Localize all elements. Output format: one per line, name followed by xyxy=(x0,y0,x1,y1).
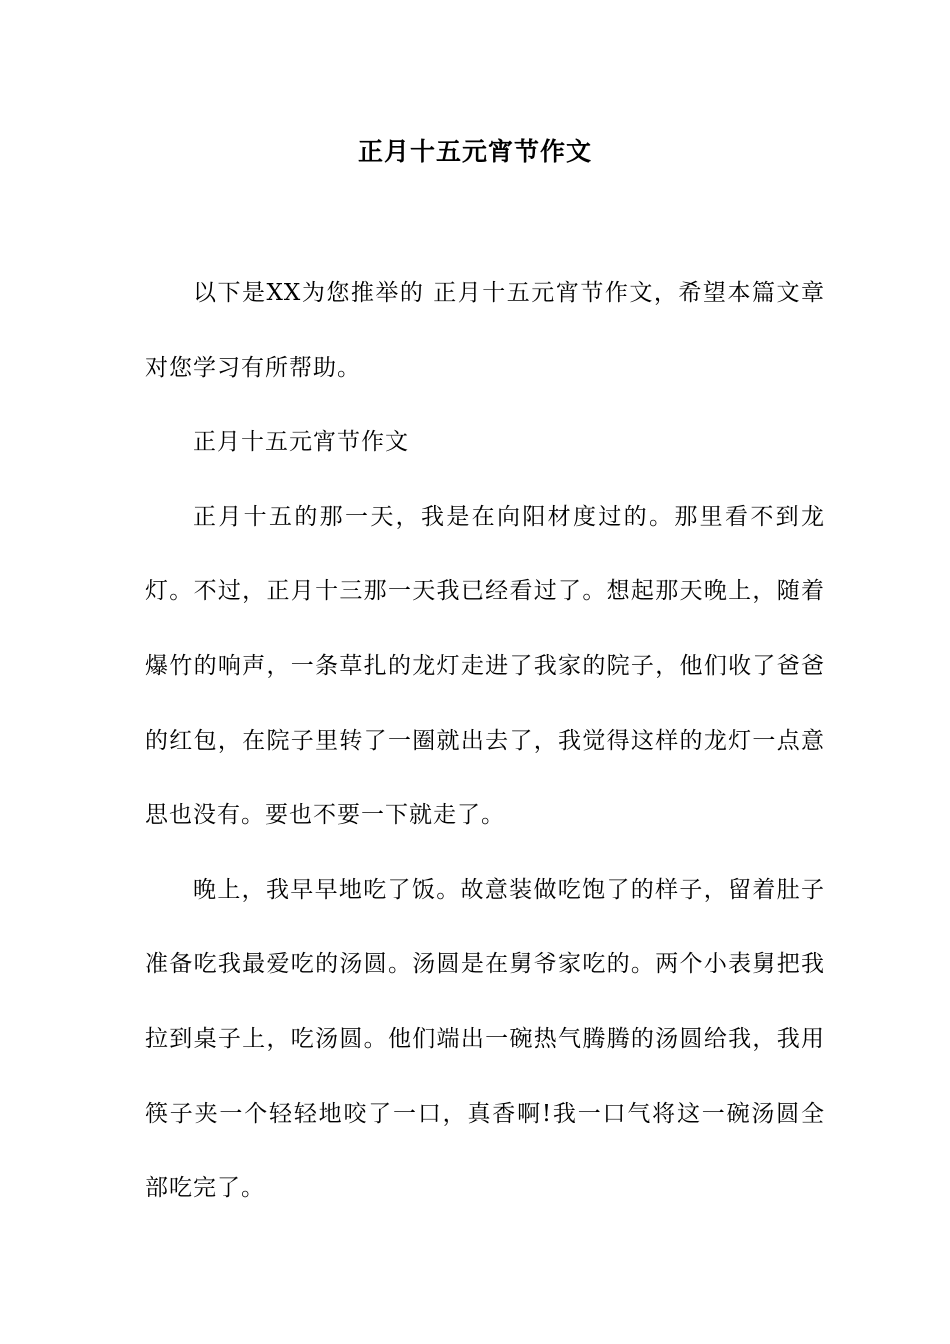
section-heading: 正月十五元宵节作文 xyxy=(193,429,409,456)
body-paragraph: 晚上，我早早地吃了饭。故意装做吃饱了的样子，留着肚子准备吃我最爱吃的汤圆。汤圆是在舅爷家吃的。两个小表舅把我拉到桌子上，吃汤圆。他们端出一碗热气腾腾的汤圆给我，我用筷子夹一个轻轻地咬了一口，真香啊!我一口气将这一碗汤圆全部吃完了。 xyxy=(145,876,825,1202)
body-paragraph: 正月十五的那一天，我是在向阳材度过的。那里看不到龙灯。不过，正月十三那一天我已经看过了。想起那天晚上，随着爆竹的响声，一条草扎的龙灯走进了我家的院子，他们收了爸爸的红包，在院子里转了一圈就出去了，我觉得这样的龙灯一点意思也没有。要也不要一下就走了。 xyxy=(145,503,825,829)
document-title: 正月十五元宵节作文 xyxy=(357,137,592,166)
intro-paragraph: 以下是XX为您推举的 正月十五元宵节作文，希望本篇文章对您学习有所帮助。 xyxy=(145,280,825,381)
document-body xyxy=(145,256,825,1226)
